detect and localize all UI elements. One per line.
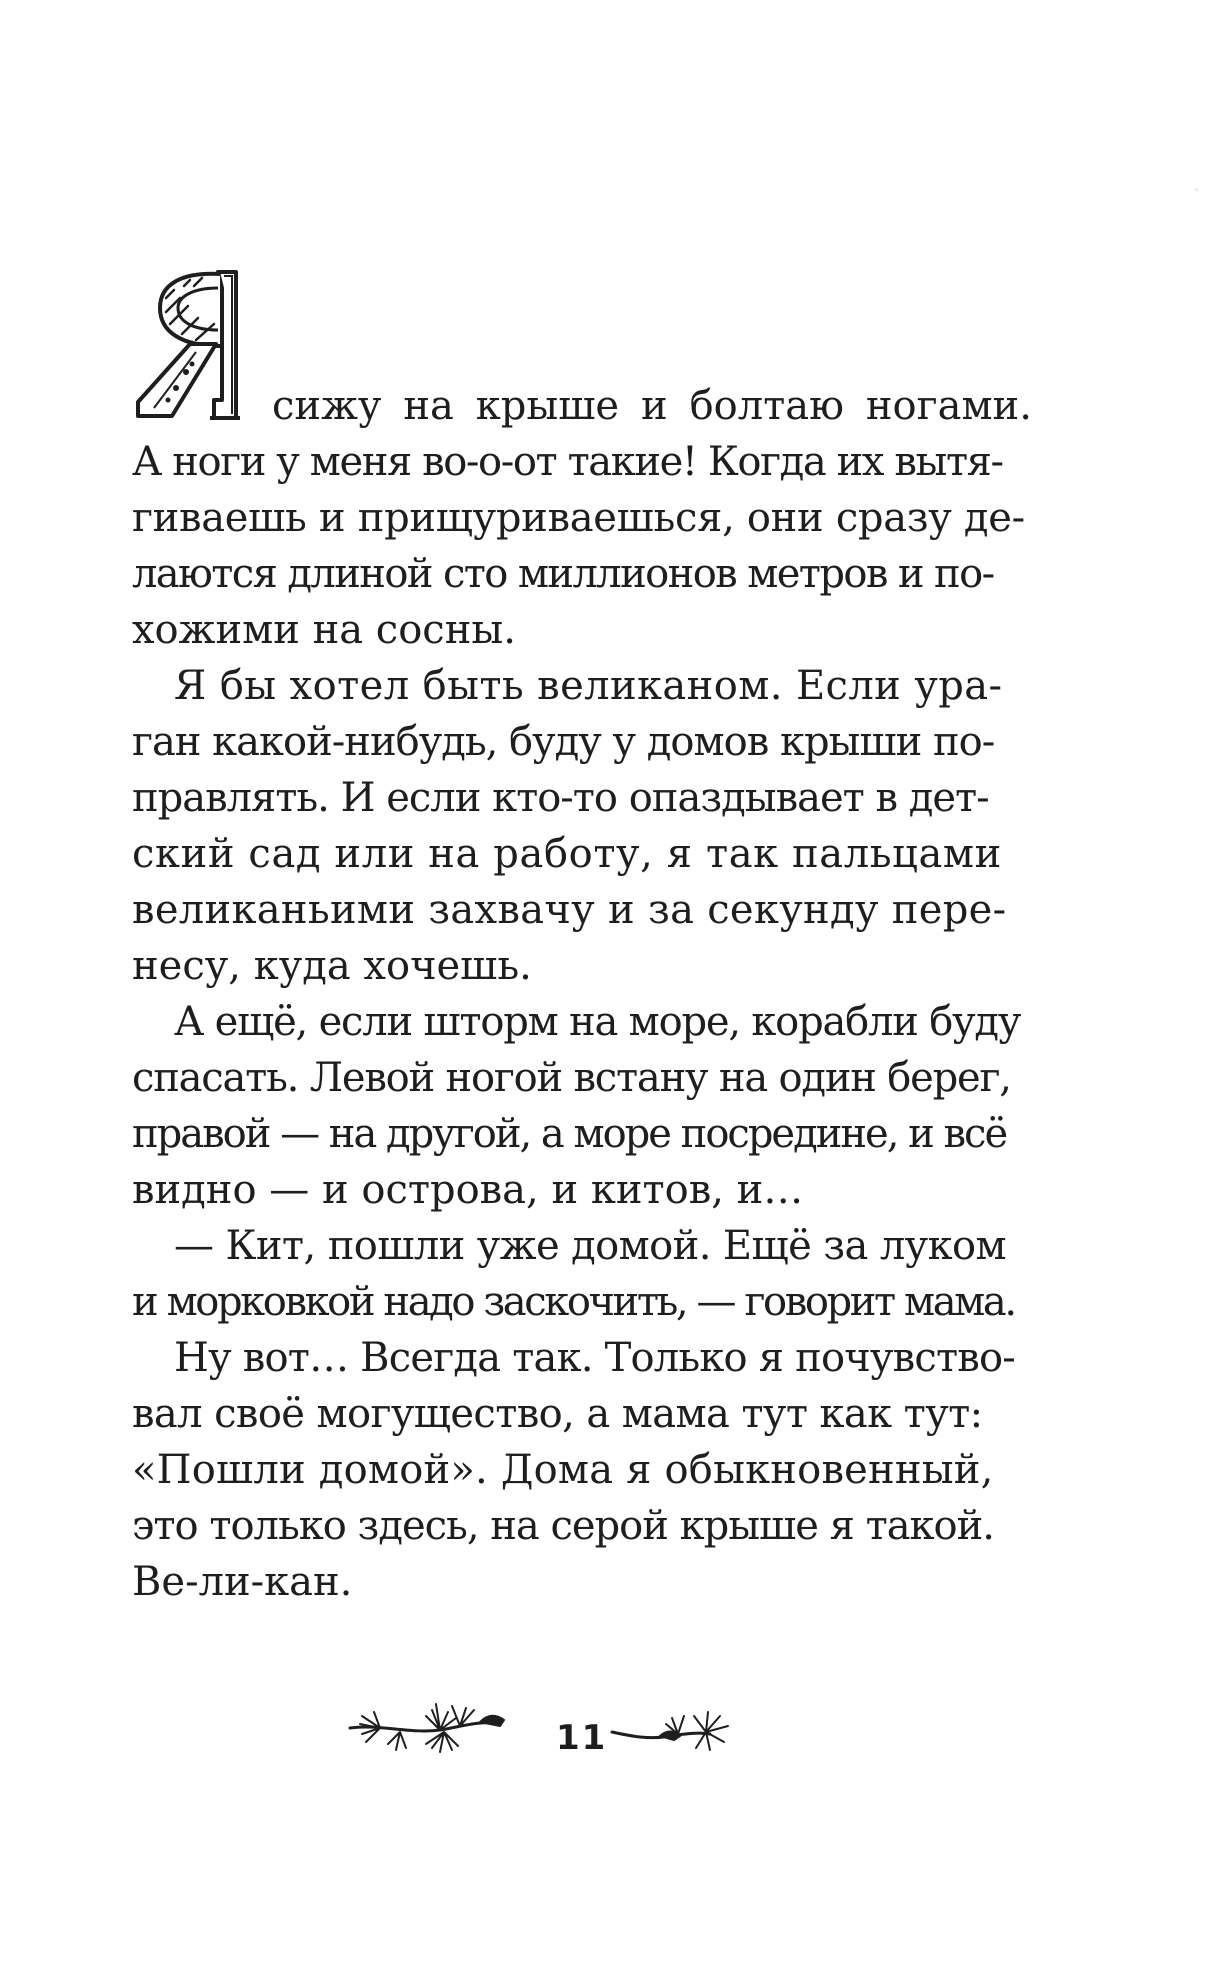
paragraph	[132, 994, 1032, 1218]
scan-artifact	[1195, 188, 1198, 191]
word: на	[403, 383, 454, 429]
line-text: великаньими захвачу и за секунду пере-	[132, 887, 1007, 933]
line-text: «Пошли домой». Дома я обыкновенный,	[132, 1447, 994, 1493]
text-line	[132, 1106, 1032, 1162]
text-line	[132, 826, 1032, 882]
line-text: и морковкой надо заскочить, — говорит мама.	[132, 1279, 1015, 1325]
line-text: несу, куда хочешь.	[132, 943, 532, 989]
text-line	[132, 490, 1032, 546]
text-line	[132, 1386, 1032, 1442]
text-line	[132, 882, 1032, 938]
line-text: А ещё, если шторм на море, корабли буду	[174, 999, 1021, 1045]
text-line	[132, 1442, 1032, 1498]
line-text: это только здесь, на серой крыше я такой.	[132, 1503, 995, 1549]
paragraph	[132, 1330, 1032, 1610]
text-line	[132, 1330, 1032, 1386]
paragraph	[132, 1218, 1032, 1330]
text-line	[132, 602, 1032, 658]
text-line	[132, 1162, 1032, 1218]
line-text: — Кит, пошли уже домой. Ещё за луком	[174, 1223, 1007, 1269]
page-footer-ornament	[340, 1690, 760, 1770]
line-text: ган какой-нибудь, буду у домов крыши по-	[132, 719, 995, 765]
line-text: спасать. Левой ногой встану на один берег,	[132, 1055, 1011, 1101]
text-line	[132, 1218, 1032, 1274]
line-text: ский сад или на работу, я так пальцами	[132, 831, 1002, 877]
line-text: лаются длиной сто миллионов метров и по-	[132, 551, 994, 597]
line-text: Я бы хотел быть великаном. Если ура-	[174, 663, 1003, 709]
line-text: гиваешь и прищуриваешься, они сразу де-	[132, 495, 1025, 541]
line-text: правлять. И если кто-то опаздывает в дет-	[132, 775, 989, 821]
line-text: Ну вот… Всегда так. Только я почувство-	[174, 1335, 1015, 1381]
text-line	[132, 658, 1032, 714]
body-text	[132, 378, 1032, 1610]
text-line	[132, 1274, 1032, 1330]
paragraph	[132, 658, 1032, 994]
word: и	[641, 383, 668, 429]
text-line	[132, 938, 1032, 994]
pine-branch-icon	[612, 1712, 728, 1750]
text-line	[132, 770, 1032, 826]
text-line	[132, 434, 1032, 490]
word: крыше	[475, 383, 620, 429]
word: ногами.	[865, 383, 1032, 429]
line-text: правой — на другой, а море посредине, и всё	[132, 1111, 1007, 1157]
line-text: А ноги у меня во-о-от такие! Когда их вытя-	[132, 439, 1003, 485]
line-text: видно — и острова, и китов, и…	[132, 1167, 804, 1213]
text-line	[132, 994, 1032, 1050]
line-text: вал своё могущество, а мама тут как тут:	[132, 1391, 983, 1437]
page-number: 11	[556, 1718, 608, 1758]
line-text: Ве-ли-кан.	[132, 1559, 353, 1605]
text-line	[132, 1498, 1032, 1554]
text-line	[132, 1050, 1032, 1106]
text-line	[132, 1554, 1032, 1610]
text-line	[272, 378, 1032, 434]
text-line	[132, 546, 1032, 602]
word: сижу	[272, 383, 382, 429]
line-text: хожими на сосны.	[132, 607, 516, 653]
word: болтаю	[689, 383, 844, 429]
text-line	[132, 714, 1032, 770]
pine-branch-icon	[350, 1704, 504, 1752]
paragraph	[132, 378, 1032, 658]
